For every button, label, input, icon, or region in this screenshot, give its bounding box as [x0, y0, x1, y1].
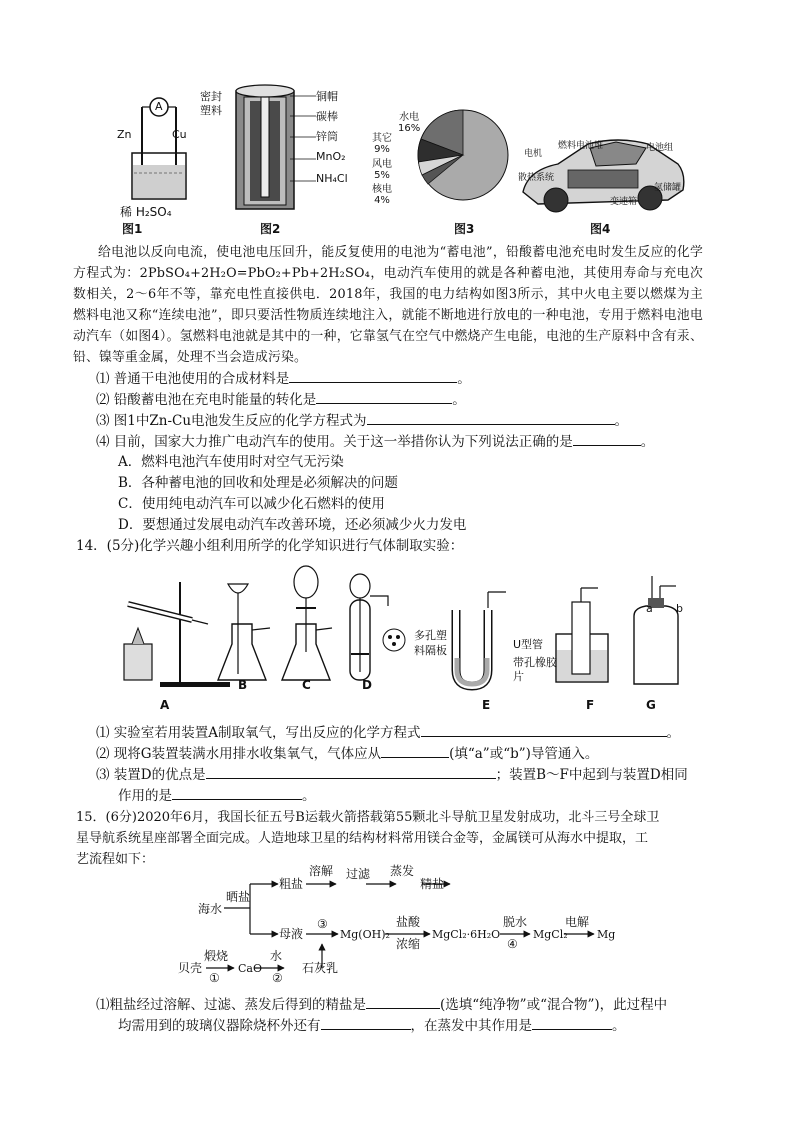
- flow-crude-salt: 粗盐: [279, 877, 304, 891]
- flow-evaporate: 晒盐: [226, 890, 251, 904]
- fig3-wind-name: 风电: [372, 159, 392, 170]
- q15-sub1-answer-blank-1[interactable]: [366, 994, 440, 1009]
- apparatus-label-d: D: [362, 678, 372, 692]
- fig4-label-h2-tank: 氢储罐: [654, 183, 682, 193]
- q13-option-b[interactable]: B．各种蓄电池的回收和处理是必须解决的问题: [118, 475, 398, 491]
- q15-sub1-line2-text-b: ，在蒸发中其作用是: [410, 1018, 532, 1034]
- q14-sub3-line2: [118, 785, 316, 807]
- fig3-power-pie: [418, 100, 518, 210]
- flow-dehydrate: 脱水: [503, 915, 528, 929]
- fig4-label-stack: 燃料电池堆: [558, 141, 604, 151]
- flow-hcl: 盐酸: [396, 915, 421, 929]
- fig2-dry-cell: [232, 83, 298, 213]
- q14-apparatus-diagram: [110, 562, 690, 692]
- fig1-meter-label: A: [155, 100, 163, 113]
- apparatus-label-f: F: [586, 698, 595, 712]
- q14-sub2-text: 现将G装置装满水用排水收集氧气，气体应从: [113, 746, 382, 762]
- fig3-slice-wind: [372, 159, 392, 181]
- q14-sub3-answer-blank-2[interactable]: [172, 785, 302, 800]
- fig1-solution-label: 稀 H₂SO₄: [120, 205, 172, 219]
- fig3-caption: 图3: [454, 222, 475, 236]
- q14-sub2: [96, 743, 598, 765]
- fig1-cu-label: Cu: [172, 128, 187, 141]
- q15-sub1-text: ⑴粗盐经过溶解、过滤、蒸发后得到的精盐是: [96, 997, 366, 1013]
- q13-sub3-answer-blank[interactable]: [367, 410, 615, 425]
- apparatus-c: [282, 566, 332, 680]
- q15-sub1-line2: [118, 1015, 626, 1037]
- fig2-label-zinc-can: 锌筒: [316, 130, 338, 143]
- flow-mgcl2-hydrate: MgCl₂·6H₂O: [432, 928, 501, 941]
- fig2-seal-label: 密封塑料: [200, 90, 222, 117]
- apparatus-label-b: B: [238, 678, 248, 692]
- fig2-label-carbon-rod: 碳棒: [316, 110, 338, 123]
- q13-sub1-num: ⑴: [96, 371, 110, 387]
- q14-sub3-text: 装置D的优点是: [113, 767, 206, 783]
- flow-cao: CaO: [238, 962, 262, 975]
- q13-sub1-end: 。: [457, 371, 471, 387]
- fig4-label-gearbox: 变速箱: [610, 197, 638, 207]
- apparatus-e: [456, 592, 506, 686]
- fig4-label-battery: 电池组: [646, 143, 674, 153]
- flow-limewater: 石灰乳: [302, 961, 339, 975]
- flow-dissolve: 溶解: [309, 864, 334, 878]
- fig2-label-cap: 铜帽: [316, 90, 338, 103]
- q14-sub2-suffix: (填“a”或“b”)导管通入。: [449, 746, 599, 762]
- fig4-caption: 图4: [590, 222, 611, 236]
- flow-mgoh2: Mg(OH)₂: [340, 928, 390, 941]
- fig2-caption: 图2: [260, 222, 281, 236]
- apparatus-label-g: G: [646, 698, 656, 712]
- apparatus-label-a: A: [160, 698, 170, 712]
- apparatus-a: [124, 582, 230, 687]
- q14-sub1: [96, 722, 680, 744]
- flow-calcine: 煅烧: [204, 949, 229, 963]
- flow-electrolysis: 电解: [565, 915, 590, 929]
- fig2-label-mno2: MnO₂: [316, 150, 346, 163]
- fig2-label-nh4cl: NH₄Cl: [316, 172, 348, 185]
- fig3-other-name: 其它: [372, 133, 392, 144]
- fig1-caption: 图1: [122, 222, 143, 236]
- q14-sub1-end: 。: [666, 725, 681, 741]
- q13-sub4-end: 。: [640, 434, 655, 450]
- q13-sub3-text: 图1中Zn-Cu电池发生反应的化学方程式为: [113, 413, 367, 429]
- apparatus-label-c: C: [302, 678, 311, 692]
- q15-sub1-answer-blank-2[interactable]: [321, 1015, 411, 1030]
- q13-option-a[interactable]: A．燃料电池汽车使用时对空气无污染: [118, 454, 344, 470]
- fig3-other-pct: 9%: [374, 144, 390, 155]
- q15-sub1-line2-text: 均需用到的玻璃仪器除烧杯外还有: [118, 1018, 321, 1034]
- q13-sub2-text: 铅酸蓄电池在充电时能量的转化是: [113, 392, 317, 408]
- q13-sub1-text: 普通干电池使用的合成材料是: [113, 371, 290, 387]
- q14-port-a: a: [646, 602, 653, 615]
- flow-step4: ④: [507, 937, 518, 951]
- q14-sub3-num: ⑶: [96, 767, 110, 783]
- flow-mother-liquor: 母液: [279, 927, 304, 941]
- passage: 给电池以反向电流，使电池电压回升，能反复使用的电池为“蓄电池”，铅酸蓄电池充电时发生反应的化学方程式为：2PbSO₄+2H₂O=PbO₂+Pb+2H₂SO₄，电动汽车使用的就是各种蓄电池，其使用寿命与充电次数相关，2～6年不等，靠充电性直接供电．2018年，我国的电力结构如图3所示，其中火电主要以燃煤为主燃料电池又称“连续电池”，即只要活性物质连续地注入，就能不断地进行放电的一种电池，专用于燃料电池电动汽车（如图4）。氢燃料电池就是其中的一种，它靠氢气在空气中燃烧产生电能，电池的生产原料中含有汞、铅、镍等重金属，处理不当会造成污染。: [73, 245, 703, 365]
- q15-heading-line3: 艺流程如下：: [76, 852, 155, 867]
- fig3-nuclear-name: 核电: [372, 184, 392, 195]
- q13-sub1: [96, 368, 471, 390]
- apparatus-f: [556, 588, 608, 682]
- q15-sub1-text-b: (选填“纯净物”或“混合物”)，此过程中: [440, 997, 668, 1013]
- q14-rubber-label: 带孔橡胶片: [513, 656, 557, 683]
- q15-sub1-end: 。: [612, 1018, 626, 1034]
- flow-filter: 过滤: [346, 867, 371, 881]
- q15-sub1-answer-blank-3[interactable]: [532, 1015, 612, 1030]
- q14-sub1-text: 实验室若用装置A制取氧气，写出反应的化学方程式: [113, 725, 421, 741]
- fig3-slice-other: [372, 133, 392, 155]
- apparatus-d: [350, 574, 405, 680]
- fig3-hydro-name: 水电: [399, 112, 420, 123]
- flow-shell: 贝壳: [178, 961, 203, 975]
- fig3-nuclear-pct: 4%: [374, 195, 390, 206]
- fig3-slice-hydro: [398, 112, 420, 134]
- q14-sub3-answer-blank-1[interactable]: [206, 764, 496, 779]
- q14-u-tube-label: U型管: [513, 638, 544, 651]
- apparatus-label-e: E: [482, 698, 491, 712]
- q13-option-d[interactable]: D．要想通过发展电动汽车改善环境，还必须减少火力发电: [118, 517, 467, 533]
- q13-sub4-text: 目前，国家大力推广电动汽车的使用。关于这一举措你认为下列说法正确的是: [113, 434, 573, 450]
- q14-sub3: [96, 764, 688, 786]
- q15-heading-line2: 星导航系统星座部署全面完成。人造地球卫星的结构材料常用镁合金等，金属镁可从海水中提取，工: [76, 831, 649, 846]
- q13-sub3-end: 。: [614, 413, 629, 429]
- fig1-zn-label: Zn: [117, 128, 132, 141]
- q15-heading-line1: 15．(6分)2020年6月，我国长征五号B运载火箭搭载第55颗北斗导航卫星发射成功，北斗三号全球卫: [76, 810, 660, 825]
- fig4-label-cooling: 散热系统: [518, 173, 555, 183]
- fig2-part-labels: [316, 88, 348, 192]
- q13-sub2-num: ⑵: [96, 392, 110, 408]
- apparatus-b: [218, 584, 270, 680]
- fig2-leader-lines: [290, 92, 318, 192]
- q14-sub3-end: 。: [302, 788, 316, 804]
- q13-sub3-num: ⑶: [96, 413, 110, 429]
- flow-step3: ③: [317, 917, 328, 931]
- q13-sub3: [96, 410, 628, 432]
- q13-sub2-end: 。: [452, 392, 466, 408]
- q14-plate-label: 多孔塑料隔板: [414, 629, 447, 657]
- fig3-wind-pct: 5%: [374, 170, 390, 181]
- flow-fine-salt: 精盐: [420, 877, 445, 891]
- q14-sub2-answer-blank[interactable]: [381, 743, 449, 758]
- q14-sub1-answer-blank[interactable]: [421, 722, 667, 737]
- q14-port-b: b: [676, 602, 683, 615]
- q13-sub4-num: ⑷: [96, 434, 110, 450]
- flow-mgcl2: MgCl₂: [533, 928, 568, 941]
- flow-step1: ①: [209, 971, 220, 985]
- fig3-slice-nuclear: [372, 184, 392, 206]
- q13-sub4-answer-blank[interactable]: [573, 431, 641, 446]
- q14-sub3-mid: ；装置B～F中起到与装置D相同: [495, 767, 688, 783]
- q13-sub2: [96, 389, 466, 411]
- apparatus-g: [634, 576, 678, 684]
- fig4-label-motor: 电机: [524, 149, 543, 159]
- flow-concentrate: 浓缩: [396, 937, 421, 951]
- flow-water: 水: [270, 949, 283, 963]
- q13-sub1-answer-blank[interactable]: [289, 368, 457, 383]
- q13-sub4: [96, 431, 654, 453]
- q14-sub1-num: ⑴: [96, 725, 110, 741]
- flow-step2: ②: [272, 971, 283, 985]
- flow-evap2: 蒸发: [390, 864, 415, 878]
- q14-sub3-line2-text: 作用的是: [118, 788, 172, 804]
- q13-sub2-answer-blank[interactable]: [316, 389, 452, 404]
- q15-sub1-line1: [96, 994, 667, 1016]
- q14-heading: 14．(5分)化学兴趣小组利用所学的化学知识进行气体制取实验：: [76, 538, 464, 554]
- flow-mg: Mg: [597, 928, 616, 941]
- fig3-hydro-pct: 16%: [398, 123, 421, 134]
- q13-option-c[interactable]: C．使用纯电动汽车可以减少化石燃料的使用: [118, 496, 385, 512]
- q14-sub2-num: ⑵: [96, 746, 110, 762]
- flow-seawater: 海水: [198, 902, 223, 916]
